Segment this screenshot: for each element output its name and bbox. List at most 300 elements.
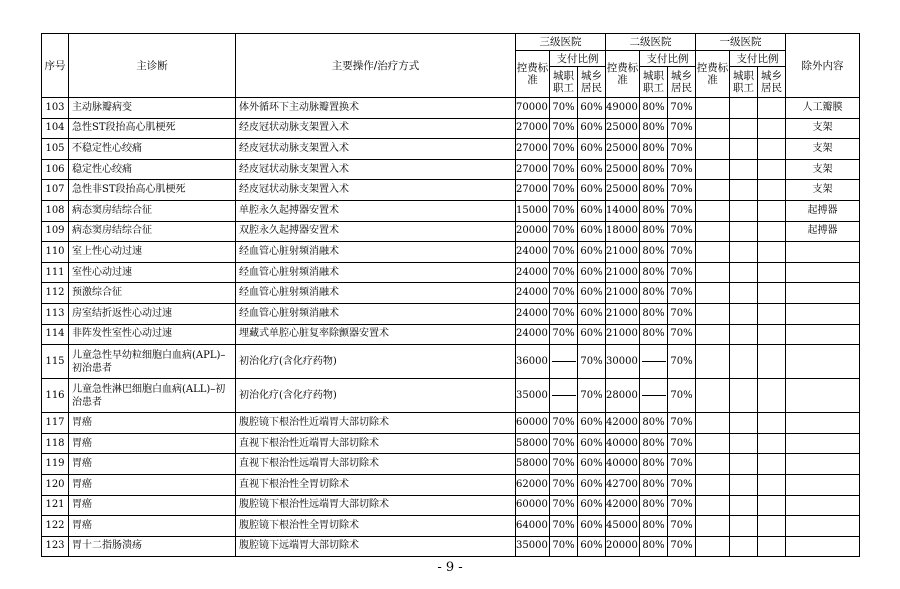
header-tier2: 二级医院 <box>606 34 696 51</box>
cell-t2-r: 70% <box>668 118 696 139</box>
cell-t3-r: 60% <box>578 303 606 324</box>
cell-t2-w: 80% <box>640 242 668 263</box>
table-row <box>42 303 860 324</box>
cell-t2-std: 25000 <box>606 118 640 139</box>
cell-no: 103 <box>42 98 69 119</box>
cell-op: 双腔永久起搏器安置术 <box>236 221 516 242</box>
cell-t2-r: 70% <box>668 98 696 119</box>
cell-t3-w: 70% <box>550 324 578 345</box>
cell-no: 109 <box>42 221 69 242</box>
cell-t1-w <box>730 118 758 139</box>
cell-t2-std: 40000 <box>606 433 640 454</box>
header-tier1-urban-worker: 城职职工 <box>730 67 758 98</box>
cell-excl <box>786 262 860 283</box>
cell-op: 初治化疗(含化疗药物) <box>236 379 516 413</box>
cell-t1-r <box>758 303 786 324</box>
table-row <box>42 454 860 475</box>
not-applicable-dash <box>552 395 576 396</box>
cell-diag: 不稳定性心绞痛 <box>69 139 236 160</box>
cell-t3-std: 35000 <box>516 379 550 413</box>
cell-diag: 室上性心动过速 <box>69 242 236 263</box>
cell-t3-w: 70% <box>550 98 578 119</box>
cell-op: 直视下根治性远端胃大部切除术 <box>236 454 516 475</box>
cell-diag: 儿童急性淋巴细胞白血病(ALL)–初治患者 <box>69 379 236 413</box>
cell-t2-std: 21000 <box>606 283 640 304</box>
cell-t3-r: 60% <box>578 180 606 201</box>
cell-op: 经皮冠状动脉支架置入术 <box>236 118 516 139</box>
cell-t2-r: 70% <box>668 139 696 160</box>
cell-no: 118 <box>42 433 69 454</box>
table-row <box>42 118 860 139</box>
cell-t1-std <box>696 98 730 119</box>
cell-t3-w: 70% <box>550 221 578 242</box>
cell-t3-std: 24000 <box>516 283 550 304</box>
cell-t1-w <box>730 495 758 516</box>
cell-t1-w <box>730 139 758 160</box>
header-tier2-urban-rural: 城乡居民 <box>668 67 696 98</box>
cell-excl <box>786 379 860 413</box>
cell-op: 经血管心脏射频消融术 <box>236 262 516 283</box>
cell-t1-std <box>696 283 730 304</box>
cell-excl: 支架 <box>786 118 860 139</box>
cell-t2-w: 80% <box>640 262 668 283</box>
cell-excl <box>786 536 860 557</box>
cell-excl <box>786 283 860 304</box>
cell-t2-std: 18000 <box>606 221 640 242</box>
cell-t2-r: 70% <box>668 283 696 304</box>
cell-t3-r: 60% <box>578 413 606 434</box>
table-header <box>42 34 860 98</box>
cell-no: 114 <box>42 324 69 345</box>
header-tier2-urban-worker: 城职职工 <box>640 67 668 98</box>
table-body <box>42 98 860 557</box>
cell-t2-w: 80% <box>640 118 668 139</box>
cell-t3-r: 60% <box>578 139 606 160</box>
cell-t2-std: 20000 <box>606 536 640 557</box>
cell-t3-std: 64000 <box>516 516 550 537</box>
cell-no: 121 <box>42 495 69 516</box>
cell-t2-r: 70% <box>668 516 696 537</box>
cell-t3-std: 24000 <box>516 262 550 283</box>
cell-diag: 胃十二指肠溃疡 <box>69 536 236 557</box>
cell-t1-std <box>696 262 730 283</box>
cell-t2-std: 21000 <box>606 262 640 283</box>
cell-t3-w: 70% <box>550 516 578 537</box>
cell-t1-w <box>730 262 758 283</box>
header-tier2-pay-ratio: 支付比例 <box>640 51 696 67</box>
cell-t3-w: 70% <box>550 413 578 434</box>
cell-excl <box>786 345 860 379</box>
cell-t3-w: 70% <box>550 283 578 304</box>
cell-t1-std <box>696 516 730 537</box>
cell-t1-std <box>696 200 730 221</box>
cell-excl: 起搏器 <box>786 200 860 221</box>
cell-t1-std <box>696 536 730 557</box>
cell-t3-std: 24000 <box>516 324 550 345</box>
header-tier3-urban-rural: 城乡居民 <box>578 67 606 98</box>
cell-t2-w: 80% <box>640 139 668 160</box>
cell-t2-w: 80% <box>640 180 668 201</box>
cell-t1-w <box>730 379 758 413</box>
cell-op: 埋藏式单腔心脏复率除颤器安置术 <box>236 324 516 345</box>
table-row <box>42 474 860 495</box>
cell-t1-w <box>730 283 758 304</box>
cell-t1-r <box>758 536 786 557</box>
cell-op: 经血管心脏射频消融术 <box>236 303 516 324</box>
cell-t2-r: 70% <box>668 221 696 242</box>
cell-t3-w: 70% <box>550 180 578 201</box>
cell-excl <box>786 324 860 345</box>
cell-t2-w: 80% <box>640 536 668 557</box>
cell-t2-std: 42000 <box>606 413 640 434</box>
cell-t1-r <box>758 221 786 242</box>
table-row <box>42 345 860 379</box>
header-tier3-urban-worker: 城职职工 <box>550 67 578 98</box>
cell-t1-r <box>758 324 786 345</box>
table-row <box>42 200 860 221</box>
cell-t3-w: 70% <box>550 474 578 495</box>
cell-op: 腹腔镜下根治性远端胃大部切除术 <box>236 495 516 516</box>
cell-t2-r: 70% <box>668 495 696 516</box>
cell-diag: 室性心动过速 <box>69 262 236 283</box>
cell-t2-r: 70% <box>668 379 696 413</box>
cell-t2-std: 14000 <box>606 200 640 221</box>
cell-t1-r <box>758 345 786 379</box>
cell-t2-std: 25000 <box>606 180 640 201</box>
table-row <box>42 139 860 160</box>
cell-t1-r <box>758 379 786 413</box>
cell-t1-w <box>730 200 758 221</box>
header-tier2-cost-std: 控费标准 <box>606 51 640 98</box>
cell-no: 105 <box>42 139 69 160</box>
header-excluded: 除外内容 <box>786 34 860 98</box>
cell-t1-std <box>696 324 730 345</box>
cell-no: 120 <box>42 474 69 495</box>
cell-t3-w: 70% <box>550 200 578 221</box>
cell-t2-std: 45000 <box>606 516 640 537</box>
page-number: - 9 - <box>437 560 463 575</box>
cell-t1-std <box>696 242 730 263</box>
cell-t2-w: 80% <box>640 516 668 537</box>
cell-t1-r <box>758 139 786 160</box>
cell-t1-r <box>758 433 786 454</box>
cell-op: 直视下根治性全胃切除术 <box>236 474 516 495</box>
cell-t1-w <box>730 536 758 557</box>
cell-diag: 急性非ST段抬高心肌梗死 <box>69 180 236 201</box>
cell-t1-w <box>730 433 758 454</box>
cell-t2-r: 70% <box>668 303 696 324</box>
table-row <box>42 413 860 434</box>
cell-t3-w: 70% <box>550 262 578 283</box>
cell-t3-w: 70% <box>550 495 578 516</box>
cell-t1-r <box>758 242 786 263</box>
table-row <box>42 221 860 242</box>
cell-diag: 胃癌 <box>69 516 236 537</box>
cell-t3-r: 60% <box>578 242 606 263</box>
cell-t3-std: 20000 <box>516 221 550 242</box>
cell-t1-r <box>758 159 786 180</box>
cell-t2-w: 80% <box>640 200 668 221</box>
table-row <box>42 180 860 201</box>
cell-t2-w: 80% <box>640 474 668 495</box>
cell-t1-r <box>758 495 786 516</box>
table-row <box>42 98 860 119</box>
cell-t2-r: 70% <box>668 200 696 221</box>
not-applicable-dash <box>552 361 576 362</box>
cell-no: 108 <box>42 200 69 221</box>
cell-t1-std <box>696 180 730 201</box>
cell-diag: 房室结折返性心动过速 <box>69 303 236 324</box>
cell-diag: 病态窦房结综合征 <box>69 200 236 221</box>
cell-excl <box>786 495 860 516</box>
cell-t3-std: 60000 <box>516 495 550 516</box>
cell-t3-std: 27000 <box>516 118 550 139</box>
cell-t2-std: 30000 <box>606 345 640 379</box>
cell-t1-w <box>730 516 758 537</box>
cell-diag: 预激综合征 <box>69 283 236 304</box>
cell-no: 107 <box>42 180 69 201</box>
cell-t3-std: 62000 <box>516 474 550 495</box>
cell-diag: 胃癌 <box>69 495 236 516</box>
cell-t2-std: 42000 <box>606 495 640 516</box>
cell-t3-r: 60% <box>578 495 606 516</box>
cell-t2-w <box>640 379 668 413</box>
cell-t2-std: 49000 <box>606 98 640 119</box>
cell-t1-r <box>758 118 786 139</box>
cell-t3-w: 70% <box>550 536 578 557</box>
cell-t3-std: 27000 <box>516 159 550 180</box>
cell-excl <box>786 516 860 537</box>
cell-no: 122 <box>42 516 69 537</box>
cell-excl <box>786 474 860 495</box>
cell-t2-std: 28000 <box>606 379 640 413</box>
cell-diag: 胃癌 <box>69 454 236 475</box>
cell-t1-w <box>730 180 758 201</box>
cell-t1-w <box>730 345 758 379</box>
cell-t1-w <box>730 98 758 119</box>
cell-t1-std <box>696 454 730 475</box>
cell-no: 117 <box>42 413 69 434</box>
cell-t3-r: 70% <box>578 379 606 413</box>
cell-t1-std <box>696 159 730 180</box>
cell-t1-std <box>696 118 730 139</box>
cell-t2-w: 80% <box>640 98 668 119</box>
cell-diag: 急性ST段抬高心肌梗死 <box>69 118 236 139</box>
cell-no: 110 <box>42 242 69 263</box>
cell-no: 111 <box>42 262 69 283</box>
header-tier1-pay-ratio: 支付比例 <box>730 51 786 67</box>
cell-t3-std: 27000 <box>516 180 550 201</box>
cell-t2-r: 70% <box>668 324 696 345</box>
cell-t1-std <box>696 345 730 379</box>
cell-excl: 支架 <box>786 180 860 201</box>
cell-t2-w: 80% <box>640 413 668 434</box>
cell-t1-r <box>758 98 786 119</box>
cell-t3-r: 60% <box>578 200 606 221</box>
cell-t2-r: 70% <box>668 433 696 454</box>
cell-no: 116 <box>42 379 69 413</box>
cell-t3-r: 60% <box>578 433 606 454</box>
cell-t1-r <box>758 180 786 201</box>
cell-excl <box>786 242 860 263</box>
header-tier1: 一级医院 <box>696 34 786 51</box>
cell-t3-r: 60% <box>578 98 606 119</box>
cell-t1-std <box>696 413 730 434</box>
cell-t2-std: 42700 <box>606 474 640 495</box>
cell-t3-std: 24000 <box>516 242 550 263</box>
cell-t3-w: 70% <box>550 139 578 160</box>
cell-diag: 非阵发性室性心动过速 <box>69 324 236 345</box>
cell-t2-w: 80% <box>640 221 668 242</box>
cell-excl <box>786 433 860 454</box>
cell-diag: 病态窦房结综合征 <box>69 221 236 242</box>
cell-t1-r <box>758 200 786 221</box>
cell-no: 106 <box>42 159 69 180</box>
cell-t2-r: 70% <box>668 180 696 201</box>
cell-diag: 胃癌 <box>69 474 236 495</box>
cell-no: 113 <box>42 303 69 324</box>
cell-t3-r: 60% <box>578 159 606 180</box>
cell-t3-r: 60% <box>578 474 606 495</box>
cell-t3-std: 24000 <box>516 303 550 324</box>
cell-t1-std <box>696 433 730 454</box>
cell-t2-w: 80% <box>640 159 668 180</box>
cell-t3-std: 15000 <box>516 200 550 221</box>
cell-t1-std <box>696 474 730 495</box>
cell-t1-r <box>758 474 786 495</box>
cell-t3-std: 27000 <box>516 139 550 160</box>
cell-t2-r: 70% <box>668 159 696 180</box>
cell-t2-r: 70% <box>668 242 696 263</box>
table-row <box>42 324 860 345</box>
table-row <box>42 242 860 263</box>
cell-op: 经皮冠状动脉支架置入术 <box>236 139 516 160</box>
header-tier3-cost-std: 控费标准 <box>516 51 550 98</box>
cell-t3-w: 70% <box>550 242 578 263</box>
cell-t1-w <box>730 221 758 242</box>
cell-t3-std: 58000 <box>516 454 550 475</box>
cell-op: 腹腔镜下远端胃大部切除术 <box>236 536 516 557</box>
cell-t3-w <box>550 379 578 413</box>
cell-t2-r: 70% <box>668 413 696 434</box>
policy-table <box>41 33 860 557</box>
cell-t1-std <box>696 221 730 242</box>
cell-t3-std: 36000 <box>516 345 550 379</box>
cell-diag: 稳定性心绞痛 <box>69 159 236 180</box>
not-applicable-dash <box>642 361 666 362</box>
cell-t3-r: 60% <box>578 283 606 304</box>
cell-t3-r: 60% <box>578 324 606 345</box>
cell-t1-r <box>758 516 786 537</box>
cell-t1-std <box>696 303 730 324</box>
cell-t1-w <box>730 159 758 180</box>
cell-t1-w <box>730 454 758 475</box>
cell-t2-r: 70% <box>668 262 696 283</box>
cell-t2-r: 70% <box>668 536 696 557</box>
cell-t2-r: 70% <box>668 454 696 475</box>
cell-excl: 起搏器 <box>786 221 860 242</box>
header-tier1-cost-std: 控费标准 <box>696 51 730 98</box>
cell-excl: 支架 <box>786 159 860 180</box>
cell-t3-r: 70% <box>578 345 606 379</box>
cell-t3-r: 60% <box>578 262 606 283</box>
cell-op: 经皮冠状动脉支架置入术 <box>236 180 516 201</box>
cell-t1-std <box>696 495 730 516</box>
cell-t1-w <box>730 413 758 434</box>
cell-t2-std: 25000 <box>606 159 640 180</box>
cell-t3-w: 70% <box>550 303 578 324</box>
cell-t2-std: 21000 <box>606 324 640 345</box>
cell-no: 104 <box>42 118 69 139</box>
cell-t3-r: 60% <box>578 118 606 139</box>
cell-excl: 人工瓣膜 <box>786 98 860 119</box>
cell-t2-r: 70% <box>668 474 696 495</box>
cell-t1-std <box>696 379 730 413</box>
cell-t3-w: 70% <box>550 159 578 180</box>
cell-op: 腹腔镜下根治性近端胃大部切除术 <box>236 413 516 434</box>
header-seq: 序号 <box>42 34 69 98</box>
cell-t1-std <box>696 139 730 160</box>
cell-t2-std: 21000 <box>606 303 640 324</box>
cell-t2-w <box>640 345 668 379</box>
cell-t2-w: 80% <box>640 433 668 454</box>
cell-op: 经血管心脏射频消融术 <box>236 242 516 263</box>
table-row <box>42 516 860 537</box>
table-row <box>42 536 860 557</box>
header-tier3-pay-ratio: 支付比例 <box>550 51 606 67</box>
cell-excl <box>786 454 860 475</box>
header-operation: 主要操作/治疗方式 <box>236 34 516 98</box>
cell-diag: 胃癌 <box>69 433 236 454</box>
header-tier3: 三级医院 <box>516 34 606 51</box>
cell-t2-w: 80% <box>640 495 668 516</box>
cell-no: 115 <box>42 345 69 379</box>
cell-t3-std: 60000 <box>516 413 550 434</box>
cell-t3-w: 70% <box>550 118 578 139</box>
cell-diag: 儿童急性早幼粒细胞白血病(APL)–初治患者 <box>69 345 236 379</box>
cell-no: 112 <box>42 283 69 304</box>
cell-t3-r: 60% <box>578 221 606 242</box>
cell-op: 经皮冠状动脉支架置入术 <box>236 159 516 180</box>
table-row <box>42 433 860 454</box>
table-row <box>42 262 860 283</box>
cell-t2-w: 80% <box>640 324 668 345</box>
table-row <box>42 159 860 180</box>
cell-t3-w: 70% <box>550 454 578 475</box>
cell-t1-r <box>758 283 786 304</box>
cell-op: 体外循环下主动脉瓣置换术 <box>236 98 516 119</box>
cell-t1-w <box>730 324 758 345</box>
cell-t3-r: 60% <box>578 454 606 475</box>
cell-t2-w: 80% <box>640 303 668 324</box>
cell-diag: 胃癌 <box>69 413 236 434</box>
cell-op: 直视下根治性近端胃大部切除术 <box>236 433 516 454</box>
header-tier1-urban-rural: 城乡居民 <box>758 67 786 98</box>
cell-op: 初治化疗(含化疗药物) <box>236 345 516 379</box>
cell-excl: 支架 <box>786 139 860 160</box>
not-applicable-dash <box>642 395 666 396</box>
cell-t2-std: 40000 <box>606 454 640 475</box>
cell-excl <box>786 413 860 434</box>
table-row <box>42 495 860 516</box>
cell-t1-w <box>730 474 758 495</box>
cell-t2-w: 80% <box>640 454 668 475</box>
cell-t3-std: 70000 <box>516 98 550 119</box>
cell-op: 单腔永久起搏器安置术 <box>236 200 516 221</box>
cell-t1-r <box>758 413 786 434</box>
cell-excl <box>786 303 860 324</box>
cell-t3-r: 60% <box>578 516 606 537</box>
